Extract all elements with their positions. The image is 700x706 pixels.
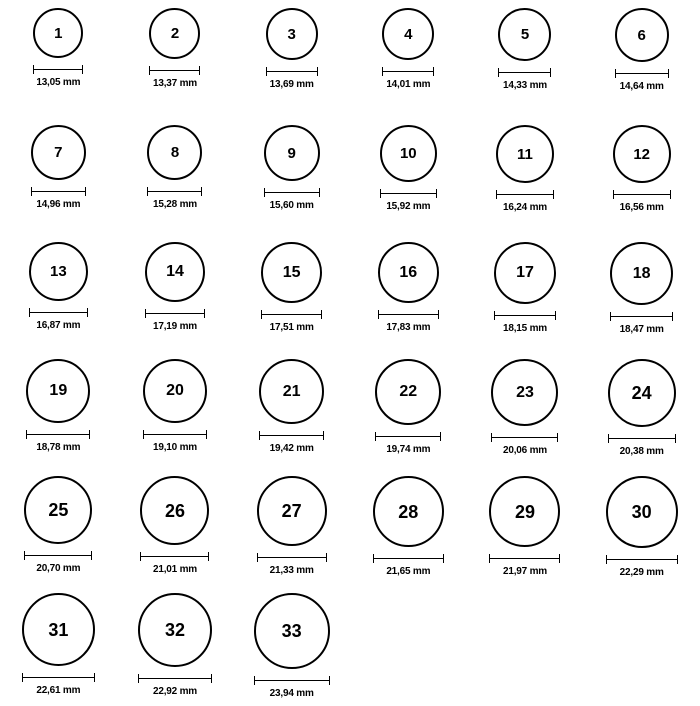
measure-tick-right — [199, 66, 200, 75]
ring-size-cell — [0, 589, 117, 706]
measure-line — [494, 315, 556, 316]
diameter-label: 18,78 mm — [36, 442, 81, 453]
ring-circle — [378, 242, 439, 303]
ring-size-cell — [233, 238, 350, 355]
measure-tick-right — [317, 67, 318, 76]
diameter-measure-bar — [138, 674, 212, 683]
diameter-label: 21,65 mm — [386, 566, 431, 577]
ring-circle — [489, 476, 560, 547]
ring-size-number: 15 — [282, 263, 301, 281]
diameter-label: 19,74 mm — [386, 444, 431, 455]
diameter-label: 17,51 mm — [269, 322, 314, 333]
measure-tick-left — [264, 188, 265, 197]
diameter-measure-bar — [149, 66, 200, 75]
diameter-label: 22,29 mm — [619, 567, 664, 578]
ring-circle — [380, 125, 437, 182]
diameter-measure-bar — [257, 553, 327, 562]
ring-size-cell — [467, 238, 584, 355]
ring-size-cell — [117, 589, 234, 706]
ring-circle — [257, 476, 327, 546]
measure-tick-left — [613, 190, 614, 199]
measure-line — [147, 191, 202, 192]
measure-tick-right — [550, 68, 551, 77]
measure-tick-right — [559, 554, 560, 563]
diameter-label: 17,19 mm — [152, 321, 197, 332]
ring-size-number: 28 — [398, 501, 419, 522]
measure-line — [608, 438, 676, 439]
measure-line — [143, 434, 207, 435]
measure-tick-right — [211, 674, 212, 683]
measure-tick-left — [491, 433, 492, 442]
measure-tick-right — [433, 67, 434, 76]
ring-size-number: 10 — [399, 145, 417, 162]
measure-line — [254, 680, 330, 681]
measure-tick-left — [140, 552, 141, 561]
diameter-label: 14,64 mm — [619, 81, 664, 92]
ring-size-number: 3 — [287, 25, 296, 43]
ring-size-cell — [117, 4, 234, 121]
measure-tick-left — [259, 431, 260, 440]
measure-tick-left — [145, 309, 146, 318]
ring-size-number: 18 — [632, 264, 651, 282]
ring-size-cell — [350, 121, 467, 238]
ring-circle — [145, 242, 205, 302]
measure-tick-left — [29, 308, 30, 317]
ring-circle — [613, 125, 671, 183]
ring-size-number: 25 — [48, 500, 69, 520]
ring-size-number: 23 — [516, 383, 534, 401]
diameter-label: 13,37 mm — [152, 78, 197, 89]
ring-size-number: 9 — [287, 144, 296, 162]
diameter-label: 15,28 mm — [152, 199, 197, 210]
measure-line — [31, 191, 86, 192]
measure-tick-left — [261, 310, 262, 319]
ring-size-cell — [583, 472, 700, 589]
ring-size-number: 8 — [170, 144, 180, 161]
measure-tick-right — [443, 554, 444, 563]
ring-circle — [261, 242, 322, 303]
measure-line — [261, 314, 322, 315]
measure-line — [375, 436, 441, 437]
ring-size-cell — [233, 589, 350, 706]
diameter-label: 14,33 mm — [502, 80, 547, 91]
ring-size-number: 27 — [281, 501, 302, 521]
diameter-label: 18,15 mm — [502, 323, 547, 334]
ring-size-number: 30 — [631, 502, 652, 522]
measure-line — [257, 557, 327, 558]
ring-size-cell — [350, 238, 467, 355]
measure-line — [606, 559, 678, 560]
ring-size-number: 29 — [514, 501, 535, 522]
ring-size-cell — [467, 121, 584, 238]
ring-size-cell — [117, 472, 234, 589]
ring-size-cell — [583, 121, 700, 238]
measure-tick-right — [206, 430, 207, 439]
ring-circle — [149, 8, 200, 59]
measure-tick-left — [382, 67, 383, 76]
ring-size-number: 11 — [517, 145, 533, 163]
ring-size-number: 12 — [633, 145, 650, 163]
diameter-measure-bar — [266, 67, 318, 76]
ring-circle — [138, 593, 212, 667]
measure-tick-right — [204, 309, 205, 318]
measure-tick-right — [668, 69, 669, 78]
diameter-measure-bar — [29, 308, 88, 317]
diameter-measure-bar — [380, 189, 437, 198]
measure-line — [615, 73, 669, 74]
ring-circle — [608, 359, 676, 427]
measure-tick-right — [94, 673, 95, 682]
diameter-measure-bar — [498, 68, 551, 77]
ring-size-number: 32 — [164, 620, 185, 640]
measure-tick-left — [489, 554, 490, 563]
ring-size-number: 4 — [404, 25, 413, 43]
ring-circle — [254, 593, 330, 669]
measure-line — [145, 313, 205, 314]
measure-tick-left — [266, 67, 267, 76]
measure-tick-right — [82, 65, 83, 74]
ring-size-cell — [0, 355, 117, 472]
measure-line — [24, 555, 92, 556]
measure-tick-right — [553, 190, 554, 199]
ring-size-cell — [233, 355, 350, 472]
diameter-label: 20,38 mm — [619, 446, 664, 457]
measure-tick-left — [498, 68, 499, 77]
ring-size-number: 14 — [166, 263, 184, 280]
measure-tick-right — [677, 555, 678, 564]
measure-line — [489, 558, 560, 559]
diameter-measure-bar — [147, 187, 202, 196]
ring-circle — [24, 476, 92, 544]
measure-tick-right — [321, 310, 322, 319]
diameter-measure-bar — [26, 430, 90, 439]
measure-line — [264, 192, 320, 193]
measure-tick-right — [329, 676, 330, 685]
measure-line — [33, 69, 83, 70]
ring-circle — [143, 359, 207, 423]
diameter-label: 22,61 mm — [36, 685, 81, 696]
ring-size-number: 16 — [399, 263, 418, 281]
measure-line — [491, 437, 558, 438]
ring-size-cell — [350, 472, 467, 589]
diameter-measure-bar — [140, 552, 209, 561]
ring-circle — [606, 476, 678, 548]
diameter-measure-bar — [494, 311, 556, 320]
diameter-label: 15,60 mm — [269, 200, 314, 211]
ring-circle — [498, 8, 551, 61]
diameter-label: 13,05 mm — [36, 77, 81, 88]
measure-tick-left — [615, 69, 616, 78]
ring-size-number: 19 — [49, 382, 68, 399]
measure-tick-right — [675, 434, 676, 443]
diameter-measure-bar — [33, 65, 83, 74]
ring-size-cell — [0, 472, 117, 589]
measure-tick-right — [438, 310, 439, 319]
ring-size-cell — [117, 121, 234, 238]
ring-size-number: 1 — [54, 24, 63, 42]
diameter-label: 23,94 mm — [269, 688, 314, 699]
measure-line — [496, 194, 554, 195]
ring-size-cell — [0, 238, 117, 355]
diameter-label: 20,70 mm — [36, 563, 81, 574]
ring-size-cell — [350, 355, 467, 472]
diameter-measure-bar — [615, 69, 669, 78]
measure-line — [140, 556, 209, 557]
measure-line — [26, 434, 90, 435]
measure-line — [22, 677, 95, 678]
ring-circle — [147, 125, 202, 180]
ring-size-number: 24 — [631, 383, 652, 403]
diameter-measure-bar — [378, 310, 439, 319]
diameter-label: 17,83 mm — [386, 322, 431, 333]
ring-size-cell — [467, 355, 584, 472]
measure-tick-left — [378, 310, 379, 319]
measure-tick-left — [33, 65, 34, 74]
diameter-measure-bar — [259, 431, 324, 440]
measure-line — [610, 316, 673, 317]
diameter-label: 13,69 mm — [269, 79, 314, 90]
measure-tick-left — [31, 187, 32, 196]
measure-line — [613, 194, 671, 195]
measure-tick-left — [380, 189, 381, 198]
ring-circle — [33, 8, 83, 58]
measure-tick-right — [326, 553, 327, 562]
measure-line — [498, 72, 551, 73]
diameter-measure-bar — [254, 676, 330, 685]
ring-size-cell — [117, 238, 234, 355]
ring-size-number: 6 — [637, 26, 646, 44]
ring-size-cell — [117, 355, 234, 472]
ring-size-cell — [467, 4, 584, 121]
measure-line — [382, 71, 434, 72]
measure-tick-right — [672, 312, 673, 321]
measure-line — [29, 312, 88, 313]
diameter-label: 19,42 mm — [269, 443, 314, 454]
measure-tick-right — [440, 432, 441, 441]
measure-tick-left — [143, 430, 144, 439]
diameter-measure-bar — [264, 188, 320, 197]
ring-circle — [382, 8, 434, 60]
measure-tick-right — [323, 431, 324, 440]
ring-circle — [494, 242, 556, 304]
ring-size-number: 26 — [164, 500, 185, 521]
ring-circle — [264, 125, 320, 181]
measure-tick-left — [494, 311, 495, 320]
measure-tick-right — [89, 430, 90, 439]
diameter-measure-bar — [145, 309, 205, 318]
ring-circle — [140, 476, 209, 545]
diameter-measure-bar — [373, 554, 444, 563]
ring-circle — [31, 125, 86, 180]
measure-line — [266, 71, 318, 72]
measure-tick-left — [254, 676, 255, 685]
diameter-measure-bar — [610, 312, 673, 321]
diameter-measure-bar — [31, 187, 86, 196]
ring-circle — [496, 125, 554, 183]
diameter-measure-bar — [496, 190, 554, 199]
diameter-measure-bar — [143, 430, 207, 439]
measure-tick-right — [91, 551, 92, 560]
ring-size-number: 22 — [399, 383, 418, 400]
diameter-label: 22,92 mm — [152, 686, 197, 697]
diameter-label: 15,92 mm — [386, 201, 431, 212]
ring-circle — [259, 359, 324, 424]
diameter-measure-bar — [261, 310, 322, 319]
ring-size-cell — [583, 355, 700, 472]
ring-circle — [615, 8, 669, 62]
diameter-label: 20,06 mm — [502, 445, 547, 456]
measure-tick-right — [85, 187, 86, 196]
ring-circle — [29, 242, 88, 301]
ring-size-number: 33 — [281, 621, 302, 641]
measure-tick-left — [496, 190, 497, 199]
ring-size-cell — [0, 4, 117, 121]
ring-size-number: 17 — [516, 264, 534, 281]
ring-size-number: 20 — [166, 382, 184, 399]
ring-size-number: 21 — [282, 382, 301, 400]
diameter-label: 21,33 mm — [269, 565, 314, 576]
ring-size-number: 7 — [54, 144, 63, 161]
measure-tick-right — [201, 187, 202, 196]
diameter-measure-bar — [382, 67, 434, 76]
ring-circle — [266, 8, 318, 60]
diameter-measure-bar — [489, 554, 560, 563]
ring-circle — [373, 476, 444, 547]
measure-tick-right — [557, 433, 558, 442]
diameter-measure-bar — [613, 190, 671, 199]
diameter-label: 16,24 mm — [502, 202, 547, 213]
ring-size-cell — [0, 121, 117, 238]
ring-size-cell — [233, 472, 350, 589]
measure-tick-left — [138, 674, 139, 683]
diameter-label: 18,47 mm — [619, 324, 664, 335]
measure-line — [259, 435, 324, 436]
ring-size-cell — [583, 4, 700, 121]
diameter-label: 16,56 mm — [619, 202, 664, 213]
measure-line — [378, 314, 439, 315]
ring-size-cell — [583, 238, 700, 355]
diameter-measure-bar — [22, 673, 95, 682]
measure-tick-right — [208, 552, 209, 561]
ring-size-cell — [233, 121, 350, 238]
ring-circle — [375, 359, 441, 425]
measure-line — [380, 193, 437, 194]
measure-line — [138, 678, 212, 679]
ring-circle — [491, 359, 558, 426]
measure-tick-left — [22, 673, 23, 682]
measure-tick-right — [319, 188, 320, 197]
measure-tick-left — [257, 553, 258, 562]
ring-size-number: 31 — [48, 619, 69, 640]
diameter-label: 21,01 mm — [152, 564, 197, 575]
measure-tick-left — [373, 554, 374, 563]
measure-tick-left — [24, 551, 25, 560]
ring-size-cell — [350, 4, 467, 121]
ring-size-cell — [233, 4, 350, 121]
ring-circle — [610, 242, 673, 305]
measure-tick-left — [610, 312, 611, 321]
measure-tick-left — [147, 187, 148, 196]
ring-circle — [26, 359, 90, 423]
measure-tick-right — [436, 189, 437, 198]
measure-tick-left — [26, 430, 27, 439]
ring-size-number: 5 — [520, 26, 530, 43]
measure-tick-right — [87, 308, 88, 317]
diameter-measure-bar — [24, 551, 92, 560]
diameter-label: 21,97 mm — [502, 566, 547, 577]
diameter-label: 14,96 mm — [36, 199, 81, 210]
diameter-measure-bar — [375, 432, 441, 441]
measure-tick-right — [670, 190, 671, 199]
measure-line — [149, 70, 200, 71]
ring-size-cell — [467, 472, 584, 589]
ring-size-number: 2 — [170, 25, 180, 42]
measure-tick-left — [606, 555, 607, 564]
measure-tick-left — [375, 432, 376, 441]
ring-size-number: 13 — [49, 263, 67, 280]
diameter-measure-bar — [608, 434, 676, 443]
diameter-label: 19,10 mm — [152, 442, 197, 453]
measure-line — [373, 558, 444, 559]
diameter-measure-bar — [491, 433, 558, 442]
measure-tick-left — [149, 66, 150, 75]
diameter-label: 16,87 mm — [36, 320, 81, 331]
diameter-measure-bar — [606, 555, 678, 564]
ring-circle — [22, 593, 95, 666]
measure-tick-left — [608, 434, 609, 443]
measure-tick-right — [555, 311, 556, 320]
diameter-label: 14,01 mm — [386, 79, 431, 90]
